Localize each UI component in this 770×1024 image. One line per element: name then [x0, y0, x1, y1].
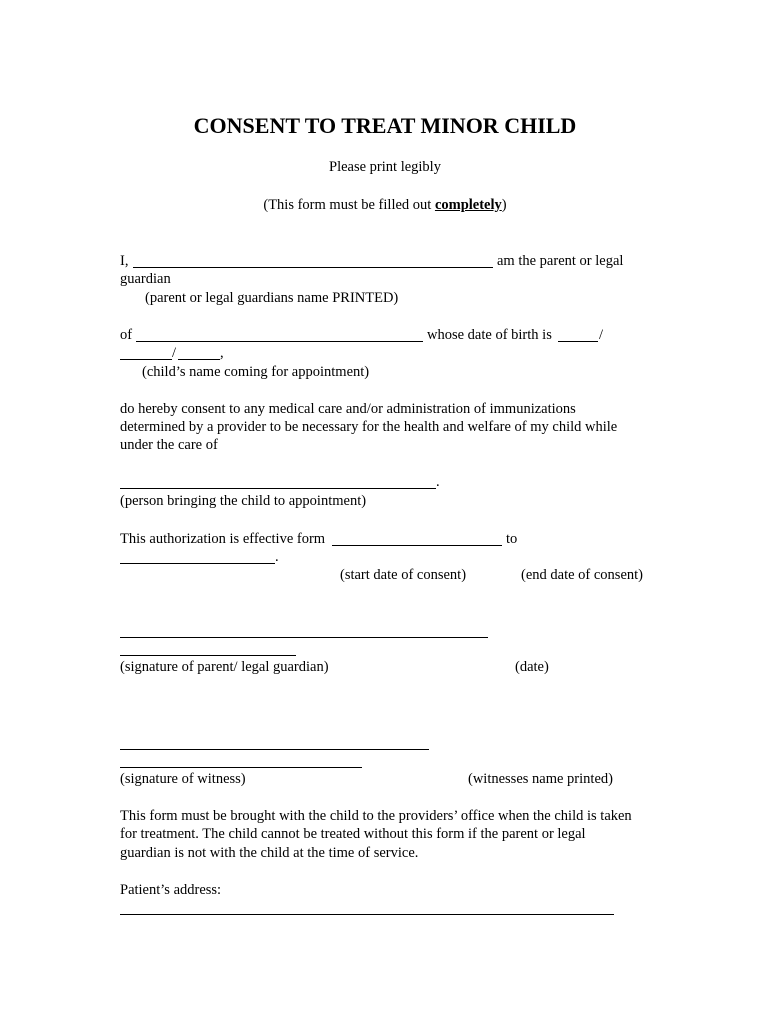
end-date-field[interactable]: [120, 563, 275, 564]
completeness-instruction: [0, 196, 770, 214]
notice-line-2: for treatment. The child cannot be treated without this form if the parent or legal: [120, 826, 586, 842]
consent-line-2: determined by a provider to be necessary for the health and welfare of my child while: [120, 419, 618, 435]
witness-signature-label: (signature of witness): [120, 771, 246, 787]
print-legibly-note: Please print legibly: [329, 159, 441, 175]
patient-address-label: Patient’s address:: [120, 882, 222, 898]
parent-name-label: (parent or legal guardians name PRINTED): [145, 290, 399, 306]
parent-name-field[interactable]: [133, 267, 493, 268]
parent-signature-label: (signature of parent/ legal guardian): [120, 659, 329, 675]
patient-address-field[interactable]: [120, 914, 614, 915]
witness-name-field[interactable]: [120, 767, 362, 768]
witness-name-label: (witnesses name printed): [468, 771, 613, 787]
form-title: CONSENT TO TREAT MINOR CHILD: [193, 113, 577, 138]
person-bringing-label: (person bringing the child to appointment): [120, 493, 367, 509]
notice-line-1: This form must be brought with the child to the providers’ office when the child is taken: [120, 808, 632, 824]
child-prefix: of: [120, 327, 133, 343]
authorization-to: to: [506, 531, 518, 547]
consent-line-1: do hereby consent to any medical care and/or administration of immunizations: [120, 401, 576, 417]
parent-suffix: am the parent or legal: [497, 253, 624, 269]
consent-line-3: under the care of: [120, 437, 218, 453]
child-name-field[interactable]: [136, 341, 423, 342]
witness-signature-field[interactable]: [120, 749, 429, 750]
instruction-emphasis: completely: [434, 197, 502, 213]
notice-line-3: guardian is not with the child at the time of service.: [120, 845, 419, 861]
signature-date-field[interactable]: [120, 655, 296, 656]
dob-text: whose date of birth is: [427, 327, 552, 343]
signature-date-label: (date): [515, 659, 549, 675]
instruction-suffix: ): [501, 197, 507, 213]
start-date-field[interactable]: [332, 545, 502, 546]
parent-continuation: guardian: [120, 271, 171, 287]
start-date-label: (start date of consent): [340, 567, 467, 583]
person-bringing-field[interactable]: [120, 488, 436, 489]
end-date-label: (end date of consent): [521, 567, 643, 583]
person-period: .: [436, 474, 440, 490]
instruction-prefix: (This form must be filled out: [263, 197, 435, 213]
dob-slash-2: /: [172, 345, 177, 361]
parent-prefix: I,: [120, 253, 129, 269]
parent-signature-field[interactable]: [120, 637, 488, 638]
authorization-text: This authorization is effective form: [120, 531, 326, 547]
dob-comma: ,: [220, 345, 224, 361]
dob-day-field[interactable]: [120, 359, 172, 360]
dob-year-field[interactable]: [178, 359, 220, 360]
dob-slash-1: /: [599, 327, 604, 343]
child-name-label: (child’s name coming for appointment): [142, 364, 370, 380]
authorization-period: .: [275, 549, 279, 565]
dob-month-field[interactable]: [558, 341, 598, 342]
